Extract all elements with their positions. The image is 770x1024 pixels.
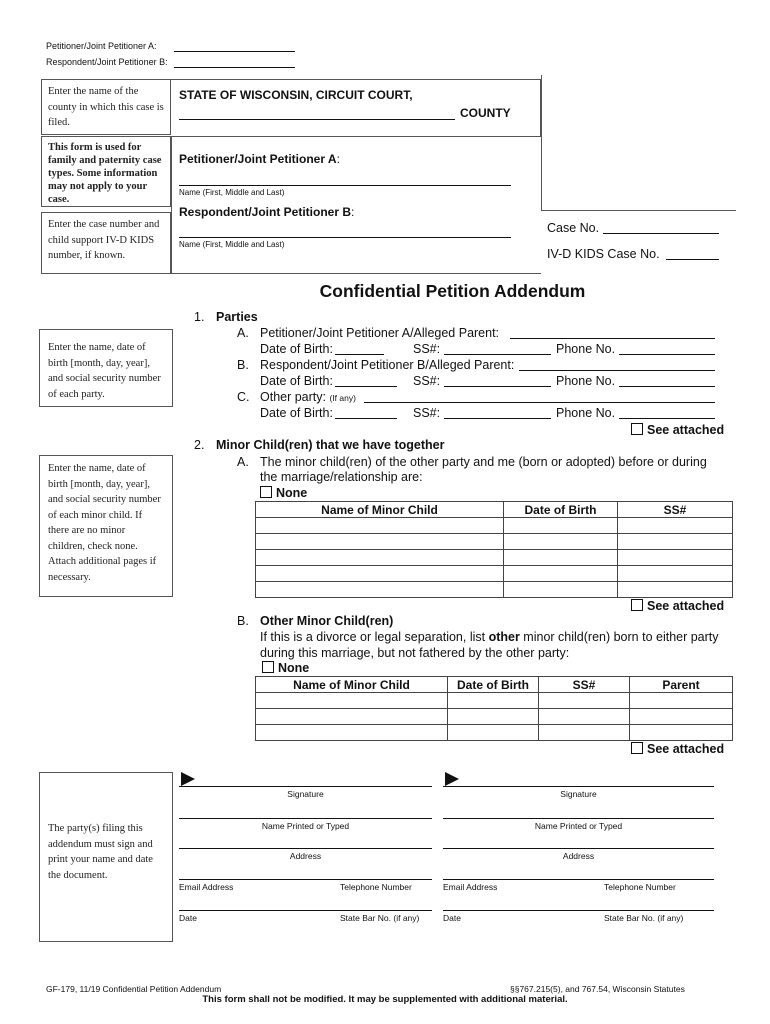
family-note: This form is used for family and paternity case types. Some information may not apply to your case.	[41, 136, 171, 207]
address-field-left[interactable]	[179, 848, 432, 849]
petitioner-caption-colon: :	[336, 152, 340, 166]
signature-field-right[interactable]	[443, 786, 714, 787]
minor-a-see-attached	[631, 599, 724, 613]
party-a-letter: A.	[237, 326, 249, 340]
party-a-label: Petitioner/Joint Petitioner A/Alleged Parent:	[260, 326, 500, 340]
parties-see-attached-checkbox[interactable]	[631, 423, 643, 435]
table-row[interactable]	[256, 518, 733, 534]
respondent-name-hint: Name (First, Middle and Last)	[179, 240, 285, 249]
party-a-ss-field[interactable]	[444, 354, 551, 355]
petitioner-header-label: Petitioner/Joint Petitioner A:	[46, 41, 157, 51]
table-row[interactable]	[256, 582, 733, 598]
caption-case-top-line	[541, 210, 736, 211]
email-label-right: Email Address	[443, 882, 498, 892]
petitioner-name-hint: Name (First, Middle and Last)	[179, 188, 285, 197]
name-field-right[interactable]	[443, 818, 714, 819]
party-c-ss-field[interactable]	[444, 418, 551, 419]
table-header-row	[256, 502, 733, 518]
minor-b-see-attached	[631, 742, 724, 756]
respondent-name-field[interactable]	[179, 237, 511, 238]
parties-see-attached-label: See attached	[647, 423, 725, 437]
party-a-dob-field[interactable]	[335, 354, 384, 355]
footer-notice: This form shall not be modified. It may be supplemented with additional material.	[202, 994, 568, 1005]
party-c-name-field[interactable]	[364, 402, 715, 403]
email-field-right[interactable]	[443, 879, 714, 880]
case-no-label: Case No.	[547, 221, 600, 235]
form-title: Confidential Petition Addendum	[319, 281, 586, 301]
date-label-left: Date	[179, 913, 197, 923]
table-header: Name of Minor Child	[256, 502, 504, 518]
minor-a-see-attached-checkbox[interactable]	[631, 599, 643, 611]
caption-left-line	[171, 136, 172, 274]
party-b-dob-label: Date of Birth:	[260, 374, 333, 388]
party-c-phone-field[interactable]	[619, 418, 715, 419]
date-label-right: Date	[443, 913, 461, 923]
respondent-caption-colon: :	[351, 205, 355, 219]
party-c-text: Other party:	[260, 390, 326, 404]
case-number-note: Enter the case number and child support IV-D KIDS number, if known.	[41, 212, 171, 274]
email-label-left: Email Address	[179, 882, 234, 892]
ivd-label: IV-D KIDS Case No.	[547, 247, 660, 261]
court-title: STATE OF WISCONSIN, CIRCUIT COURT,	[179, 88, 413, 102]
petitioner-caption-text: Petitioner/Joint Petitioner A	[179, 152, 337, 166]
signature-label-right: Signature	[560, 789, 597, 799]
minor-b-text-1-bold: other	[488, 630, 520, 644]
name-field-left[interactable]	[179, 818, 432, 819]
minor-a-see-attached-label: See attached	[647, 599, 725, 613]
section-2-number: 2.	[194, 438, 205, 452]
minor-children-table	[255, 501, 733, 598]
table-row[interactable]	[256, 566, 733, 582]
ivd-field[interactable]	[666, 259, 719, 260]
section-1-number: 1.	[194, 310, 205, 324]
table-header-row	[256, 677, 733, 693]
signature-note: The party(s) filing this addendum must sign and print your name and date the document.	[39, 772, 173, 942]
petitioner-name-field[interactable]	[179, 185, 511, 186]
minor-a-text-1: The minor child(ren) of the other party and me (born or adopted) before or during	[260, 455, 707, 469]
respondent-caption-label	[179, 205, 354, 219]
party-c-ss-label: SS#:	[413, 406, 441, 420]
party-b-label: Respondent/Joint Petitioner B/Alleged Parent:	[260, 358, 515, 372]
minor-a-letter: A.	[237, 455, 249, 469]
children-note: Enter the name, date of birth [month, day, year], and social security number of each minor child. If there are no minor children, check none. Attach additional pages if necessary.	[39, 455, 173, 597]
respondent-header-label: Respondent/Joint Petitioner B:	[46, 57, 168, 67]
case-no-field[interactable]	[603, 233, 719, 234]
table-header: Name of Minor Child	[256, 677, 448, 693]
bar-no-label-left: State Bar No. (if any)	[340, 913, 420, 923]
address-label-right: Address	[562, 851, 595, 861]
parties-note: Enter the name, date of birth [month, day, year], and social security number of each party.	[39, 329, 173, 407]
minor-b-none-checkbox[interactable]	[262, 661, 274, 673]
county-note: Enter the name of the county in which this case is filed.	[41, 79, 171, 135]
parties-see-attached	[631, 423, 724, 437]
party-a-dob-label: Date of Birth:	[260, 342, 333, 356]
minor-a-text-2: the marriage/relationship are:	[260, 470, 423, 484]
respondent-header-field[interactable]	[174, 67, 295, 68]
section-2-heading: Minor Child(ren) that we have together	[216, 438, 445, 452]
petitioner-caption-label	[179, 152, 340, 166]
minor-b-text-1	[260, 630, 719, 644]
address-field-right[interactable]	[443, 848, 714, 849]
telephone-label-left: Telephone Number	[340, 882, 412, 892]
party-b-ss-label: SS#:	[413, 374, 441, 388]
party-b-phone-label: Phone No.	[556, 374, 616, 388]
party-a-name-field[interactable]	[510, 338, 715, 339]
minor-b-text-2: during this marriage, but not fathered by the other party:	[260, 646, 570, 660]
party-c-letter: C.	[237, 390, 250, 404]
party-c-hint: (If any)	[329, 393, 356, 403]
sign-here-arrow-icon	[181, 772, 195, 786]
minor-b-letter: B.	[237, 614, 249, 628]
party-b-ss-field[interactable]	[444, 386, 551, 387]
caption-divider	[541, 75, 542, 211]
county-label: COUNTY	[460, 106, 511, 120]
minor-b-see-attached-checkbox[interactable]	[631, 742, 643, 754]
sign-here-arrow-icon	[445, 772, 459, 786]
minor-a-none	[260, 486, 307, 500]
bar-no-label-right: State Bar No. (if any)	[604, 913, 684, 923]
address-label-left: Address	[289, 851, 322, 861]
respondent-caption-text: Respondent/Joint Petitioner B	[179, 205, 352, 219]
minor-b-see-attached-label: See attached	[647, 742, 725, 756]
table-header: Parent	[630, 677, 733, 693]
caption-bottom-line	[171, 273, 541, 274]
party-a-phone-field[interactable]	[619, 354, 715, 355]
minor-a-none-checkbox[interactable]	[260, 486, 272, 498]
table-row[interactable]	[256, 709, 733, 725]
date-field-left[interactable]	[179, 910, 432, 911]
minor-a-none-label: None	[276, 486, 308, 500]
minor-b-none-label: None	[278, 661, 310, 675]
name-label-left: Name Printed or Typed	[261, 821, 350, 831]
telephone-label-right: Telephone Number	[604, 882, 676, 892]
minor-b-text-1-pre: If this is a divorce or legal separation, list	[260, 630, 489, 644]
party-b-letter: B.	[237, 358, 249, 372]
table-row[interactable]	[256, 725, 733, 741]
footer-form-id: GF-179, 11/19 Confidential Petition Addendum	[46, 984, 222, 994]
party-c-dob-field[interactable]	[335, 418, 397, 419]
other-children-table	[255, 676, 733, 741]
table-row[interactable]	[256, 550, 733, 566]
section-1-heading: Parties	[216, 310, 258, 324]
party-c-dob-label: Date of Birth:	[260, 406, 333, 420]
signature-label-left: Signature	[287, 789, 324, 799]
minor-b-text-1-post: minor child(ren) born to either party	[519, 630, 719, 644]
party-b-name-field[interactable]	[519, 370, 715, 371]
table-row[interactable]	[256, 534, 733, 550]
petitioner-header-field[interactable]	[174, 51, 295, 52]
table-header: SS#	[539, 677, 630, 693]
party-a-ss-label: SS#:	[413, 342, 441, 356]
party-c-label	[260, 390, 356, 404]
party-b-dob-field[interactable]	[335, 386, 397, 387]
party-b-phone-field[interactable]	[619, 386, 715, 387]
date-field-right[interactable]	[443, 910, 714, 911]
email-field-left[interactable]	[179, 879, 432, 880]
table-header: Date of Birth	[504, 502, 618, 518]
party-c-phone-label: Phone No.	[556, 406, 616, 420]
party-a-phone-label: Phone No.	[556, 342, 616, 356]
caption-mid-line	[171, 136, 541, 137]
table-header: SS#	[618, 502, 733, 518]
minor-b-heading: Other Minor Child(ren)	[260, 614, 394, 628]
table-row[interactable]	[256, 693, 733, 709]
footer-statutes: §§767.215(5), and 767.54, Wisconsin Statutes	[510, 984, 685, 994]
minor-b-none	[262, 661, 309, 675]
name-label-right: Name Printed or Typed	[534, 821, 623, 831]
table-header: Date of Birth	[448, 677, 539, 693]
county-field[interactable]	[179, 119, 455, 120]
signature-field-left[interactable]	[179, 786, 432, 787]
